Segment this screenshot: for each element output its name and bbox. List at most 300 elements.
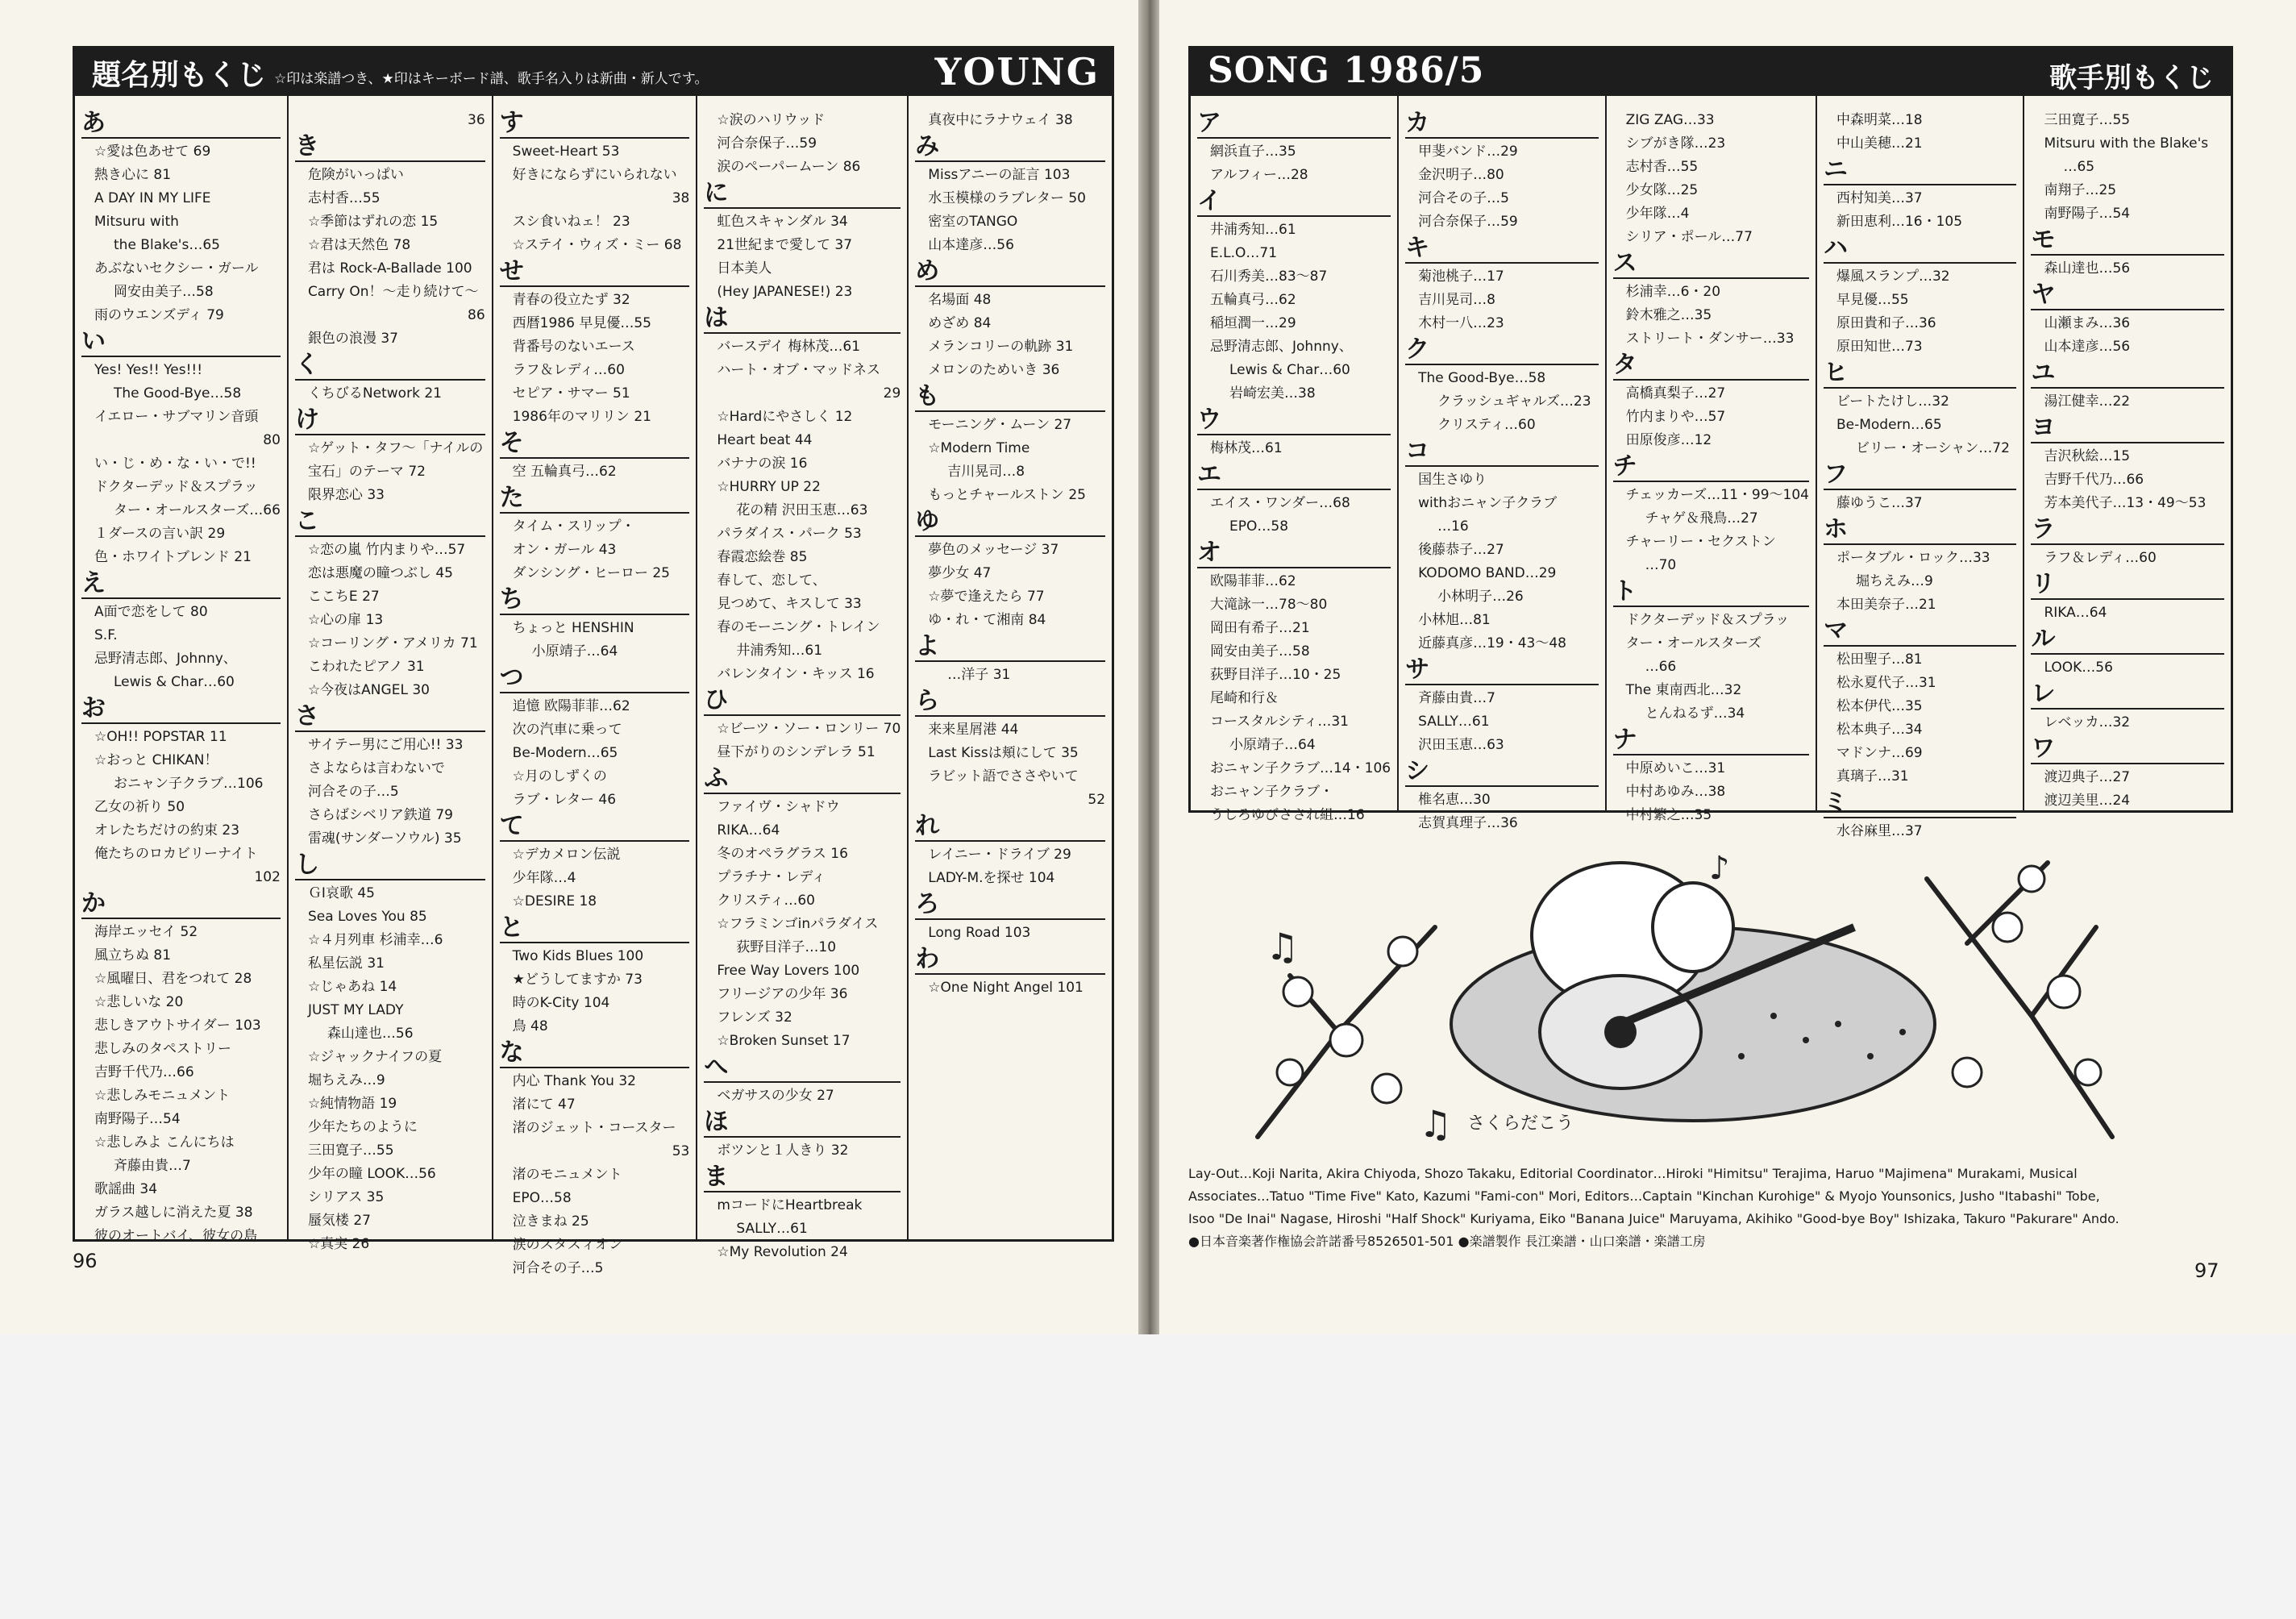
- index-entry: アルフィー…28: [1210, 167, 1308, 183]
- index-entry: ＧⅠ哀歌 45: [307, 885, 375, 901]
- index-entry: ZIG ZAG…33: [1625, 112, 1715, 128]
- index-entry: 杉浦幸…6・20: [1625, 284, 1721, 300]
- index-entry: 夢少女 47: [928, 565, 992, 581]
- index-column: [1191, 96, 1399, 823]
- index-entry: ラフ＆レディ…60: [512, 362, 625, 378]
- issue-title: SONG 1986/5: [1208, 50, 1485, 91]
- index-entry: 追憶 欧陽菲菲…62: [512, 698, 630, 714]
- index-entry: さらばシベリア鉄道 79: [307, 807, 453, 823]
- index-entry: ファイヴ・シャドウ: [717, 799, 840, 815]
- index-entry: ☆フラミンゴinパラダイス: [717, 916, 879, 932]
- index-entry: The Good-Bye…58: [1418, 370, 1546, 386]
- index-entry: 河合奈保子…59: [1418, 214, 1518, 230]
- index-entry: めざめ 84: [928, 315, 992, 331]
- index-entry: 木村一八…23: [1418, 315, 1504, 331]
- index-entry: 21世紀まで愛して 37: [717, 237, 853, 253]
- kana-heading: タ: [1613, 352, 1809, 381]
- index-entry: ポータブル・ロック…33: [1836, 550, 1990, 566]
- index-entry: 水谷麻里…37: [1836, 823, 1923, 839]
- credit-line: Isoo "De Inai" Nagase, Hiroshi "Half Shock" Kuriyama, Eiko "Banana Juice" Maruyama, Akihiko "Good-bye Boy" Ishizaka, Takuro "Pakurare" Ando.: [1188, 1211, 2119, 1226]
- index-entry: 志賀真理子…36: [1418, 815, 1518, 831]
- index-entry: Be-Modern…65: [512, 745, 618, 761]
- index-entry: 宝石」のテーマ 72: [307, 464, 426, 480]
- index-entry: The 東南西北…32: [1625, 682, 1742, 698]
- index-entry: こわれたピアノ 31: [307, 659, 425, 675]
- kana-heading: ス: [1613, 251, 1809, 279]
- index-entry: 荻野目洋子…10・25: [1210, 667, 1341, 683]
- index-entry: 俺たちのロカビリーナイト: [94, 846, 258, 862]
- kana-heading: カ: [1405, 110, 1599, 139]
- kana-heading: も: [915, 384, 1105, 412]
- index-entry: 後藤恭子…27: [1418, 542, 1504, 558]
- kana-heading: ミ: [1824, 790, 2017, 818]
- index-entry: レイニー・ドライブ 29: [928, 847, 1071, 863]
- kana-heading: ユ: [2031, 360, 2224, 389]
- index-entry: 中原めいこ…31: [1625, 760, 1726, 776]
- index-entry: 三田寛子…55: [2044, 112, 2131, 128]
- index-entry: ☆デカメロン伝説: [512, 847, 621, 863]
- index-entry: 私星伝説 31: [307, 955, 385, 972]
- index-entry: A面で恋をして 80: [94, 604, 208, 620]
- index-entry: Heart beat 44: [717, 432, 813, 448]
- index-entry: 沢田玉恵…63: [1418, 737, 1504, 753]
- index-entry: ☆Hardにやさしく 12: [717, 409, 853, 425]
- index-entry: 近藤真彦…19・43～48: [1418, 635, 1566, 651]
- index-entry: A DAY IN MY LIFE: [94, 190, 211, 206]
- kana-heading: お: [81, 696, 281, 724]
- index-entry: …66: [1645, 659, 1677, 675]
- index-entry: 松本伊代…35: [1836, 698, 1923, 714]
- index-entry: 53: [672, 1143, 690, 1159]
- index-entry: 歌謡曲 34: [94, 1181, 158, 1197]
- kana-heading: た: [500, 485, 690, 514]
- index-entry: 海岸エッセイ 52: [94, 924, 198, 940]
- index-entry: 少女隊…25: [1625, 182, 1699, 198]
- index-entry: 乙女の祈り 50: [94, 799, 185, 815]
- index-entry: ダンシング・ヒーロー 25: [512, 565, 670, 581]
- kana-heading: ふ: [704, 766, 901, 794]
- kana-heading: く: [295, 352, 485, 381]
- index-entry: コースタルシティ…31: [1210, 714, 1349, 730]
- index-entry: ター・オールスターズ…66: [114, 502, 281, 518]
- page-number-right: 97: [2194, 1259, 2219, 1282]
- index-entry: EPO…58: [1229, 518, 1289, 535]
- index-entry: 雷魂(サンダーソウル) 35: [307, 830, 462, 847]
- index-entry: ラフ＆レディ…60: [2044, 550, 2157, 566]
- index-entry: 中山美穂…21: [1836, 135, 1923, 152]
- kana-heading: て: [500, 814, 690, 842]
- index-entry: Free Way Lovers 100: [717, 963, 860, 979]
- index-entry: セピア・サマー 51: [512, 385, 630, 402]
- index-entry: Long Road 103: [928, 925, 1031, 941]
- index-entry: 渚のジェット・コースター: [512, 1120, 676, 1136]
- index-entry: 春のモーニング・トレイン: [717, 619, 880, 635]
- index-entry: おニャン子クラブ…106: [114, 776, 264, 792]
- index-entry: 銀色の浪漫 37: [307, 331, 398, 347]
- left-header-bar: [73, 46, 1114, 96]
- index-entry: ☆涙のハリウッド: [717, 112, 826, 128]
- kana-heading: わ: [915, 947, 1105, 975]
- kana-heading: レ: [2031, 681, 2224, 710]
- index-entry: 冬のオペラグラス 16: [717, 846, 848, 862]
- index-entry: …洋子 31: [947, 667, 1011, 683]
- index-entry: プラチナ・レディ: [717, 869, 826, 885]
- index-entry: 熱き心に 81: [94, 167, 172, 183]
- index-entry: 堀ちえみ…9: [1855, 573, 1933, 589]
- index-entry: ☆Modern Time: [928, 440, 1030, 456]
- svg-text:♫: ♫: [1419, 1102, 1453, 1146]
- index-entry: 日本美人: [717, 260, 772, 277]
- index-entry: 井浦秀知…61: [736, 643, 823, 659]
- index-entry: 花の精 沢田玉恵…63: [736, 502, 868, 518]
- index-entry: い・じ・め・な・い・で!!: [94, 456, 256, 472]
- index-entry: KODOMO BAND…29: [1418, 565, 1557, 581]
- index-entry: ☆ゲット・タフ～「ナイルの: [307, 440, 484, 456]
- kana-heading: コ: [1405, 439, 1599, 467]
- index-entry: フレンズ 32: [717, 1009, 792, 1026]
- kana-heading: い: [81, 329, 281, 357]
- index-entry: ちょっと HENSHIN: [512, 620, 634, 636]
- index-entry: 菊池桃子…17: [1418, 268, 1504, 285]
- kana-heading: チ: [1613, 454, 1809, 482]
- index-entry: おニャン子クラブ・: [1210, 784, 1333, 800]
- artist-index-heading: 歌手別もくじ: [2049, 62, 2214, 94]
- index-entry: 堀ちえみ…9: [307, 1072, 385, 1088]
- page-number-left: 96: [73, 1250, 98, 1272]
- index-entry: モーニング・ムーン 27: [928, 417, 1072, 433]
- index-entry: …16: [1437, 518, 1469, 535]
- index-entry: 80: [263, 432, 281, 448]
- index-entry: 稲垣潤一…29: [1210, 315, 1296, 331]
- index-entry: 中森明菜…18: [1836, 112, 1923, 128]
- credit-line: Associates…Tatuo "Time Five" Kato, Kazumi "Fami-con" Mori, Editors…Captain "Kinchan Kurohige" & Myojo Younsonics, Jusho "Itabashi" Tobe,: [1188, 1188, 2100, 1204]
- index-entry: 荻野目洋子…10: [736, 939, 837, 955]
- index-entry: 涙のペーパームーン 86: [717, 159, 861, 175]
- index-entry: 岡安由美子…58: [114, 284, 214, 300]
- index-entry: ☆コーリング・アメリカ 71: [307, 635, 478, 651]
- index-entry: mコードにHeartbreak: [717, 1197, 863, 1213]
- index-entry: 時のK-City 104: [512, 995, 610, 1011]
- index-entry: ☆DESIRE 18: [512, 893, 597, 909]
- index-entry: 本田美奈子…21: [1836, 597, 1936, 613]
- index-entry: 彼のオートバイ、彼女の島: [94, 1228, 258, 1244]
- index-entry: 河合その子…5: [512, 1260, 604, 1276]
- index-entry: 森山達也…56: [327, 1026, 414, 1042]
- staff-credits: [1188, 1163, 2228, 1253]
- index-entry: Yes! Yes!! Yes!!!: [94, 362, 203, 378]
- index-entry: 雨のウエンズディ 79: [94, 307, 224, 323]
- kana-heading: け: [295, 407, 485, 435]
- kana-heading: ウ: [1197, 407, 1391, 435]
- kana-heading: ワ: [2031, 736, 2224, 764]
- index-entry: ☆愛は色あせて 69: [94, 144, 211, 160]
- kana-heading: ク: [1405, 337, 1599, 365]
- index-column: [1399, 96, 1607, 831]
- index-entry: JUST MY LADY: [307, 1002, 404, 1018]
- index-entry: 新田恵利…16・105: [1836, 214, 1963, 230]
- index-entry: ラブ・レター 46: [512, 792, 617, 808]
- index-entry: LADY-M.を探せ 104: [928, 870, 1055, 886]
- index-entry: イエロー・サブマリン音頭: [94, 409, 259, 425]
- title-index-heading: 題名別もくじ: [92, 59, 267, 92]
- index-entry: LOOK…56: [2044, 660, 2113, 676]
- index-entry: スシ食いねェ！ 23: [512, 214, 630, 230]
- index-entry: S.F.: [94, 627, 118, 643]
- index-entry: 椎名恵…30: [1418, 792, 1491, 808]
- index-entry: ☆おっと CHIKAN！: [94, 752, 218, 768]
- kana-heading: ニ: [1824, 157, 2017, 185]
- index-entry: シリアス 35: [307, 1189, 385, 1205]
- index-entry: ビートたけし…32: [1836, 393, 1949, 410]
- index-entry: 甲斐バンド…29: [1418, 144, 1518, 160]
- kana-heading: き: [295, 134, 485, 162]
- index-entry: 志村香…55: [1625, 159, 1699, 175]
- index-entry: 西暦1986 早見優…55: [512, 315, 651, 331]
- kana-heading: ナ: [1613, 727, 1809, 755]
- index-entry: SALLY…61: [736, 1221, 808, 1237]
- index-entry: 小原靖子…64: [531, 643, 618, 660]
- index-entry: 網浜直子…35: [1210, 144, 1296, 160]
- index-entry: 86: [468, 307, 485, 323]
- index-entry: ☆悲しみモニュメント: [94, 1088, 231, 1104]
- kana-heading: ヨ: [2031, 415, 2224, 443]
- index-entry: the Blake's…65: [114, 237, 220, 253]
- index-entry: 原田知世…73: [1836, 339, 1923, 355]
- index-entry: 河合奈保子…59: [717, 135, 817, 152]
- index-entry: ボツンと１人きり 32: [717, 1142, 849, 1159]
- artist-index-table: [1188, 96, 2233, 839]
- index-entry: 梅林茂…61: [1210, 440, 1283, 456]
- index-entry: 52: [1088, 792, 1106, 808]
- index-entry: 西村知美…37: [1836, 190, 1923, 206]
- kana-heading: ひ: [704, 688, 901, 716]
- index-entry: 岡安由美子…58: [1210, 643, 1310, 660]
- index-entry: 河合その子…5: [1418, 190, 1509, 206]
- index-entry: 田原俊彦…12: [1625, 432, 1712, 448]
- kana-heading: モ: [2031, 227, 2224, 256]
- kana-heading: ヒ: [1824, 360, 2017, 389]
- index-entry: 少年隊…4: [1625, 206, 1690, 222]
- index-entry: オレたちだけの約束 23: [94, 822, 240, 839]
- index-entry: 背番号のないエース: [512, 339, 635, 355]
- index-entry: シブがき隊…23: [1625, 135, 1726, 152]
- kana-heading: み: [915, 134, 1105, 162]
- index-entry: 渡辺美里…24: [2044, 793, 2131, 809]
- index-entry: 君は Rock-A-Ballade 100: [307, 260, 472, 277]
- index-entry: 真夜中にラナウェイ 38: [928, 112, 1073, 128]
- index-entry: 少年隊…4: [512, 870, 576, 886]
- index-entry: 山本達彦…56: [2044, 339, 2131, 355]
- index-entry: RIKA…64: [2044, 605, 2107, 621]
- kana-heading: シ: [1405, 759, 1599, 787]
- index-entry: 真璃子…31: [1836, 768, 1909, 785]
- index-entry: さよならは言わないで: [307, 760, 445, 776]
- index-entry: 松田聖子…81: [1836, 651, 1923, 668]
- index-entry: SALLY…61: [1418, 714, 1490, 730]
- kana-heading: ら: [915, 689, 1105, 717]
- index-entry: 春して、恋して、: [717, 572, 826, 589]
- index-entry: 少年たちのように: [307, 1119, 418, 1135]
- index-entry: 藤ゆうこ…37: [1836, 495, 1923, 511]
- index-entry: Be-Modern…65: [1836, 417, 1942, 433]
- index-entry: レベッカ…32: [2044, 714, 2131, 730]
- index-entry: 密室のTANGO: [928, 214, 1018, 230]
- kana-heading: ま: [704, 1164, 901, 1192]
- index-entry: 渚にて 47: [512, 1097, 576, 1113]
- index-entry: 早見優…55: [1836, 292, 1909, 308]
- index-entry: ☆悲しみよ こんにちは: [94, 1134, 235, 1151]
- index-entry: ☆４月列車 杉浦幸…6: [307, 932, 443, 948]
- index-entry: ☆ジャックナイフの夏: [307, 1049, 443, 1065]
- index-entry: 中村繁之…35: [1625, 807, 1712, 823]
- index-entry: ☆One Night Angel 101: [928, 980, 1084, 996]
- index-entry: Mitsuru with: [94, 214, 179, 230]
- kana-heading: あ: [81, 110, 281, 139]
- index-entry: Sea Loves You 85: [307, 909, 427, 925]
- magazine-brand: YOUNG: [934, 50, 1100, 94]
- index-entry: 尾崎和行＆: [1210, 690, 1279, 706]
- index-entry: ☆純情物語 19: [307, 1096, 397, 1112]
- index-entry: クリスティ…60: [717, 893, 815, 909]
- index-entry: 吉川晃司…8: [1418, 292, 1495, 308]
- index-entry: 河合その子…5: [307, 784, 399, 800]
- kana-heading: な: [500, 1040, 690, 1068]
- kana-heading: エ: [1197, 462, 1391, 490]
- guitar-player-illustration: [1242, 830, 2128, 1153]
- index-entry: …70: [1645, 557, 1677, 573]
- right-header-bar: [1188, 46, 2233, 96]
- index-entry: ★どうしてますか 73: [512, 972, 643, 988]
- index-entry: ☆My Revolution 24: [717, 1244, 848, 1260]
- index-entry: オン・ガール 43: [512, 542, 617, 558]
- index-entry: 名場面 48: [928, 292, 992, 308]
- index-entry: ドクターデッド＆スプラッ: [1625, 612, 1790, 628]
- index-entry: 中村あゆみ…38: [1625, 784, 1726, 800]
- index-entry: あぶないセクシー・ガール: [94, 260, 259, 277]
- index-entry: 松本典子…34: [1836, 722, 1923, 738]
- kana-heading: リ: [2031, 572, 2224, 600]
- index-entry: 山本達彦…56: [928, 237, 1014, 253]
- index-column: [697, 96, 909, 1260]
- index-entry: 風立ちぬ 81: [94, 947, 172, 963]
- index-entry: ☆今夜はANGEL 30: [307, 682, 430, 698]
- index-entry: 泣きまね 25: [512, 1213, 589, 1230]
- index-entry: 鈴木雅之…35: [1625, 307, 1712, 323]
- index-entry: 好きにならずにいられない: [512, 167, 677, 183]
- index-entry: 水玉模様のラブレター 50: [928, 190, 1086, 206]
- index-entry: 忌野清志郎、Johnny、: [1210, 339, 1353, 355]
- kana-heading: は: [704, 306, 901, 334]
- index-entry: バレンタイン・キッス 16: [717, 666, 875, 682]
- index-entry: 春霞恋絵巻 85: [717, 549, 808, 565]
- index-entry: 来来星屑港 44: [928, 722, 1019, 738]
- index-entry: ☆ステイ・ウィズ・ミー 68: [512, 237, 682, 253]
- kana-heading: す: [500, 110, 690, 139]
- kana-heading: ハ: [1824, 235, 2017, 264]
- kana-heading: マ: [1824, 618, 2017, 647]
- index-column: [909, 96, 1112, 1239]
- index-entry: ☆HURRY UP 22: [717, 479, 821, 495]
- index-entry: ハート・オブ・マッドネス: [717, 362, 881, 378]
- index-entry: エイス・ワンダー…68: [1210, 495, 1350, 511]
- kana-heading: と: [500, 915, 690, 943]
- index-entry: ☆君は天然色 78: [307, 237, 411, 253]
- credit-line: Lay-Out…Koji Narita, Akira Chiyoda, Shozo Takaku, Editorial Coordinator…Hiroki "Himitsu" Terajima, Haruo "Majimena" Murakami, Musical: [1188, 1166, 2078, 1181]
- index-entry: メロンのためいき 36: [928, 362, 1060, 378]
- index-entry: 松永夏代子…31: [1836, 675, 1936, 691]
- index-entry: ☆月のしずくの: [512, 768, 607, 785]
- index-entry: Missアニーの証言 103: [928, 167, 1071, 183]
- index-column: [75, 96, 289, 1244]
- index-entry: 南野陽子…54: [2044, 206, 2131, 222]
- index-entry: 吉野千代乃…66: [2044, 472, 2144, 488]
- index-entry: 志村香…55: [307, 190, 381, 206]
- index-entry: 吉沢秋絵…15: [2044, 448, 2131, 464]
- index-entry: 岡田有希子…21: [1210, 620, 1310, 636]
- index-entry: Lewis & Char…60: [114, 674, 235, 690]
- index-entry: EPO…58: [512, 1190, 572, 1206]
- index-entry: タイム・スリップ・: [512, 518, 635, 535]
- index-entry: 渚のモニュメント: [512, 1167, 622, 1183]
- index-entry: 29: [883, 385, 901, 402]
- index-entry: Sweet-Heart 53: [512, 144, 620, 160]
- index-entry: …65: [2063, 159, 2095, 175]
- index-entry: バナナの涙 16: [717, 456, 808, 472]
- kana-heading: フ: [1824, 462, 2017, 490]
- index-entry: ☆OH!! POPSTAR 11: [94, 729, 227, 745]
- kana-heading: こ: [295, 509, 485, 537]
- index-entry: 空 五輪真弓…62: [512, 464, 617, 480]
- index-entry: ター・オールスターズ: [1625, 635, 1762, 651]
- kana-heading: ち: [500, 587, 690, 615]
- index-entry: 南翔子…25: [2044, 182, 2117, 198]
- kana-heading: へ: [704, 1055, 901, 1083]
- index-column: [289, 96, 493, 1252]
- index-entry: 1986年のマリリン 21: [512, 409, 651, 425]
- index-entry: 恋は悪魔の瞳つぶし 45: [307, 565, 453, 581]
- kana-heading: つ: [500, 665, 690, 693]
- kana-heading: せ: [500, 259, 690, 287]
- index-entry: 欧陽菲菲…62: [1210, 573, 1296, 589]
- index-entry: Last Kissは頬にして 35: [928, 745, 1079, 761]
- index-entry: 38: [672, 190, 690, 206]
- index-entry: ビリー・オーシャン…72: [1855, 440, 2010, 456]
- index-entry: 小原靖子…64: [1229, 737, 1316, 753]
- kana-heading: ト: [1613, 579, 1809, 607]
- kana-heading: さ: [295, 704, 485, 732]
- index-entry: The Good-Bye…58: [114, 385, 242, 402]
- index-entry: 昼下がりのシンデレラ 51: [717, 744, 876, 760]
- kana-heading: に: [704, 181, 901, 209]
- index-entry: クラッシュギャルズ…23: [1437, 393, 1591, 410]
- index-entry: シリア・ポール…77: [1625, 229, 1753, 245]
- index-entry: マドンナ…69: [1836, 745, 1923, 761]
- index-entry: うしろゆびさされ組…16: [1210, 807, 1365, 823]
- index-entry: 斉藤由貴…7: [1418, 690, 1495, 706]
- index-entry: バースデイ 梅林茂…61: [717, 339, 861, 355]
- index-entry: とんねるず…34: [1645, 705, 1745, 722]
- index-entry: 斉藤由貴…7: [114, 1158, 191, 1174]
- index-entry: 36: [468, 112, 485, 128]
- index-entry: 竹内まりや…57: [1625, 409, 1726, 425]
- kana-heading: し: [295, 852, 485, 880]
- kana-heading: サ: [1405, 657, 1599, 685]
- index-entry: 湯江健幸…22: [2044, 393, 2131, 410]
- kana-heading: え: [81, 571, 281, 599]
- index-entry: １ダースの言い訳 29: [94, 526, 226, 542]
- svg-text:♪: ♪: [1709, 850, 1730, 887]
- book-gutter: [1138, 0, 1159, 1334]
